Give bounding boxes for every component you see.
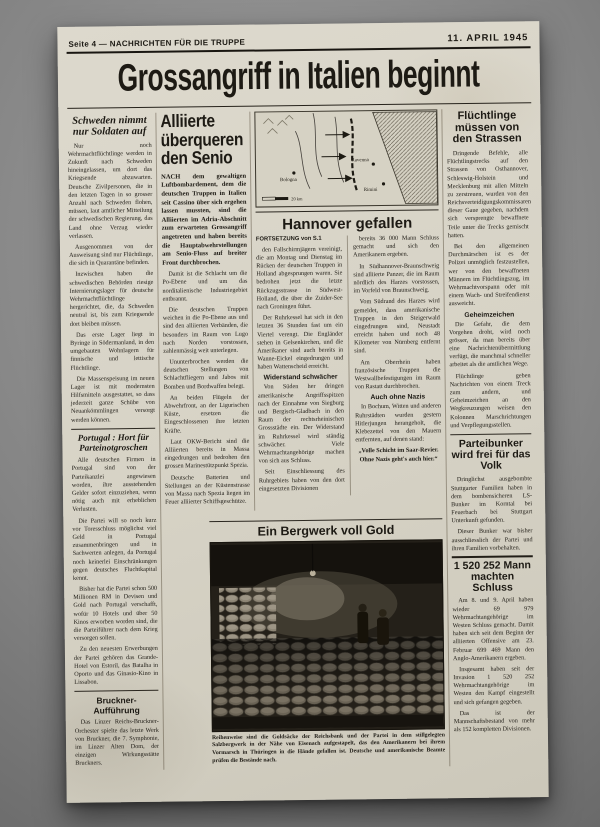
column-left (67, 113, 159, 771)
hannover-subcol-right (347, 234, 442, 495)
article-paragraph: bereits 36 000 Mann Schluss gemacht und sich den Amerikanern ergeben. (352, 234, 440, 259)
article-lead-paragraph: NACH dem gewaltigen Luftbombardement, dem die deutschen Truppen in Italien seit Cassino über sich ergehen lassen mussten, sind die Alliierten im Adria-Abschnitt zum erwarteten Grossangriff angetreten und haben bereits die Hauptabwehrstellungen am Senio-Fluss auf breiter Front durchbrochen. (161, 172, 248, 267)
article-paragraph: Laut OKW-Bericht sind die Alliierten bereits in Massa eingedrungen und bedrohen den grossen Marinestützpunkt Spezia. (164, 437, 250, 471)
article-paragraph: Am 8. und 9. April haben wieder 69 979 Wehrmachtangehörige im Westen Schluss gemacht. Damit haben sich seit dem Beginn der alliierten Offensive am 23. Februar 699 469 Mann den Anglo-Amerikanern ergeben. (452, 596, 534, 662)
article-paragraph: Seit Einschliessung des Ruhrgebiets haben von den dort eingesetzten Divisionen (258, 467, 345, 493)
article-senio-title: Alliierte überqueren den Senio (160, 111, 244, 169)
continuation-note: FORTSETZUNG von S.1 (255, 235, 322, 243)
article-paragraph: Von Süden her dringen amerikanische Angriffsspitzen nach der Einnahme von Siegburg und Bergisch-Gladbach in den Raum der rechtsrheinischen Grossstädte ein. Der Widerstand im Ruhrkessel wird ständig schwächer. Viele Wehrmachtangehörige machen von sich aus Schluss. (257, 382, 345, 465)
article-schluss-title: 1 520 252 Mann machten Schluss (453, 559, 531, 595)
article-hannover-title: Hannover gefallen (282, 214, 413, 234)
article-paragraph: Der Ruhrkessel hat sich in den letzten 36 Stunden fast um ein Viertel verengt. Die Engländer stehen in Gelsenkirchen, und die Amerikaner sind auch bereits in Wanne-Eickel eingedrungen und haben Wattenscheid erreicht. (256, 313, 344, 371)
map-label: Bologna (280, 177, 297, 184)
front-map-image (254, 109, 438, 207)
columns (67, 108, 539, 771)
article-paragraph: Die deutschen Truppen weichen in die Po-Ebene aus und sind den alliierten Verbänden, die besonders im Raum von Lugo nach Norden vorstossen, zahlenmässig weit unterlegen. (162, 305, 249, 355)
depth-shadow (212, 636, 444, 698)
article-paragraph: den Fallschirmjägern vereinigt, die am Montag und Dienstag im Rücken der deutschen Truppen in Holland abgesprungen waren. Sie bedrohen jetzt die letzte Rückzugsstrasse in Südwest-Holland, die über die Zuider-See nach Groningen führt. (256, 245, 343, 311)
article-paragraph: Insgesamt haben seit der Invasion 1 520 252 Wehrmachtangehörige im Westen den Kampf eingestellt und sich gefangen gegeben. (453, 665, 535, 706)
article-paragraph: Nur noch Wehrmachtflüchtlinge werden in Zukunft nach Schweden hineingelassen, um dort das Kriegsende abzuwarten. Deutsche Zivilpersonen, die in den letzten Tagen in so grosser Anzahl nach Schweden flohen, müssen, laut amtlicher Mitteilung der schwedischen Regierung, das Land ohne Verzug wieder verlassen. (67, 141, 153, 240)
article-paragraph: Inzwischen haben die schwedischen Behörden riesige Internierungslager für deutsche Wehrmachtflüchtlinge hergerichtet, die, da Schweden neutral ist, bis zum Kriegsende dort bleiben müssen. (69, 270, 154, 328)
rule (450, 433, 531, 435)
article-schweden (67, 115, 155, 425)
map-graphic (255, 110, 437, 206)
article-paragraph: An beiden Flügeln der Abwehrfront, an der Ligurischen Küste, ersetzen die Eingeschlossenen ihre letzten Kräfte. (163, 393, 250, 435)
newspaper-page (57, 21, 548, 803)
photo-block (160, 508, 445, 770)
photo-inner (209, 518, 445, 765)
article-paragraph: Das ist der Mannschaftsbestand von mehr als 152 kompletten Divisionen. (453, 709, 535, 734)
main-headline: Grossangriff in Italien beginnt (117, 53, 481, 100)
hannover-body (256, 234, 442, 496)
column-right (441, 108, 535, 766)
article-paragraph: Zu den neuesten Erwerbungen der Partei gehören das Grande-Hotel von Estoril, das Batalha in Oporto und das Ginasio-Kino in Lissabon. (73, 645, 159, 686)
gold-mine-photo-graphic (211, 540, 444, 731)
gold-sack-stack-left (219, 587, 276, 644)
masthead-title: Seite 4 — NACHRICHTEN FÜR DIE TRUPPE (68, 37, 246, 49)
article-portugal (71, 433, 158, 688)
mountains (263, 115, 293, 133)
rule (256, 209, 439, 212)
article-paragraph: Vom Südrand des Harzes wird gemeldet, dass amerikanische Truppen in den Steigerwald eingedrungen sind, Neustadt erreicht haben und noch 48 Kilometer von Nürnberg entfernt sind. (353, 297, 441, 355)
map-scale-label: 20 km (291, 196, 303, 202)
article-bergwerk-title: Ein Bergwerk voll Gold (209, 518, 442, 539)
article-schweden-title: Schweden nimmt nur Soldaten auf (72, 114, 147, 139)
article-bruckner (74, 695, 159, 768)
subhead-ohne-nazis: Auch ohne Nazis (370, 393, 426, 402)
article-paragraph: Ausgenommen von der Ausweisung sind nur Flüchtlinge, die sich in Quarantäne befinden. (69, 242, 154, 268)
sea-area (373, 112, 438, 204)
article-fluechtlinge (446, 110, 531, 430)
article-paragraph: Dringende Befehle, alle Flüchtlingstrecks auf den Strassen von Osthannover, Schleswig-Holstein und Mecklenburg mit allen Mitteln zu zerstreuen, wurden von den Reichsverteidigungskommissaren dieser Gaue gegeben, nachdem sich versprengte bewaffnete Teile unter die Trecks gemischt hatten. (446, 149, 532, 240)
article-paragraph: Am Oberrhein haben französische Truppen die Westwallbefestigungen im Raum von Rastatt durchbrochen. (354, 357, 441, 391)
hannover-subcol-left (256, 236, 345, 497)
subhead-widerstand: Widerstand schwächer (263, 374, 338, 382)
gold-mine-photo (210, 539, 445, 732)
masthead-date: 11. APRIL 1945 (447, 32, 529, 45)
map-scale (262, 196, 303, 201)
article-portugal-title: Portugal : Hort für Parteinotgroschen (77, 431, 149, 453)
article-paragraph: Damit ist die Schlacht um die Po-Ebene und um das norditalienische Industriegebiet entbrannt. (162, 269, 248, 303)
article-schluss (452, 555, 535, 734)
rivers (295, 113, 344, 189)
article-paragraph: Die Gefahr, die dem Vorgehen droht, wird noch grösser, da man bereits über eine Nachrichtenübermittlung verfügt, die manchmal schneller arbeitet als die amtlichen Wege. (448, 319, 531, 369)
map-label: Rimini (363, 187, 378, 194)
article-paragraph: Bei den allgemeinen Durchmärschen ist es der Polizei unmöglich festzustellen, wer von den bewaffneten Männern im Flüchtlingszug, im Wehrmachtvorspann oder mit einem Wach- und Streifendienst ausweicht. (448, 242, 530, 308)
column-middle (249, 109, 442, 510)
column-senio (155, 112, 250, 512)
article-paragraph: Dringlichst ausgebombte Stuttgarter Familien haben in dem bombensicheren LS-Bunker im Korntal bei Feuerbach bei Stuttgart Unterkunft gefunden. (450, 475, 533, 525)
subhead-geheimzeichen: Geheimzeichen (464, 310, 515, 319)
article-paragraph: Das erste Lager liegt in Byringe in Södermanland, in den umgebauten Wohnlagern für finnische und lettische Flüchtlinge. (70, 330, 155, 372)
article-paragraph: Das Linzer Reichs-Bruckner-Orchester spielte das letzte Werk von Bruckner, die 7. Symphonie, im Linzer Alten Dom, der einzigen Wirkungsstätte Bruckners. (74, 718, 160, 768)
article-fluechtlinge-title: Flüchtlinge müssen von den Strassen (452, 109, 522, 146)
article-paragraph: Die Massenspeisung im neuen Lager ist mit modernsten Hilfsmitteln ausgestattet, so dass jederzeit ganze Schübe von Neuankömmlingen versorgt werden können. (70, 374, 156, 424)
attack-arrows (321, 132, 351, 182)
rule (71, 428, 155, 430)
article-paragraph: Ununterbrochen werden die deutschen Stellungen von Schlachtfliegern und Jabos mit Bomben und Bordwaffen belegt. (163, 357, 249, 391)
article-quote: „Volle Schicht im Saar-Revier. Ohne Nazis geht's auch hier.“ (358, 446, 439, 463)
article-paragraph: Flüchtlinge geben Nachrichten von einem Treck zum andern, und Geheimzeichen an den Wegkreuzungen weisen den Kolonnen Marschrichtungen und Verpflegungsstellen. (449, 371, 532, 429)
article-parteibunker (450, 438, 532, 553)
article-paragraph: Alle deutschen Firmen in Portugal sind von der Parteikanzlei angewiesen worden, ihre ausstehenden Gelder sofort einzuziehen, wenn nötig auch mit erheblichen Verlusten. (71, 456, 157, 514)
article-paragraph: Dieser Bunker war bisher ausschliesslich der Partei und ihren Familien vorbehalten. (451, 527, 533, 553)
article-paragraph: In Bochum, Witten und anderen Ruhrstädten wurden gestern Hitlerjungen herangeholt, die Klebezettel von den Mauern entfernten, auf denen stand: (355, 402, 442, 444)
article-paragraph: In Südhannover-Braunschweig sind alliierte Panzer, die im Raum nördlich des Harzes vorstossen, im Vorfeld von Braunschweig. (353, 261, 440, 295)
article-paragraph: Die Partei will so noch kurz vor Toresschluss möglichst viel Geld in Portugal zusammenbringen und in Sachwerten anlegen, da Portugal noch keinerlei Einschränkungen gegen deutsches Fluchtkapital kennt. (72, 516, 157, 582)
photo-caption: Reihenweise sind die Goldsäcke der Reichsbank und der Partei in dem stillgelegten Salzbergwerk in der Nähe von Eisenach aufgestapelt, das den Amerikanern bei ihrem Vormarsch in Thüringen in die Hände gefallen ist. Deutsche und amerikanische Beamte prüfen die Bestände nach. (211, 731, 446, 764)
rule (74, 690, 158, 692)
article-paragraph: Bisher hat die Partei schon 500 Millionen RM in Devisen und Gold nach Portugal verschafft, wofür 10 Hotels und über 50 Kinos erworben worden sind, die die Parteiführer nach dem Krieg versorgen sollen. (73, 584, 158, 643)
article-parteibunker-title: Parteibunker wird frei für das Volk (451, 437, 531, 473)
article-bruckner-title: Bruckner-Aufführung (93, 695, 140, 716)
main-headline-band (67, 48, 532, 109)
front-line (351, 119, 357, 191)
article-paragraph: Deutsche Batterien und Stellungen an der Küstenstrasse von Massa nach Spezia liegen im Feuer alliierter Schiffsgeschütze. (164, 473, 251, 506)
map-label: Ravenna (351, 158, 369, 164)
